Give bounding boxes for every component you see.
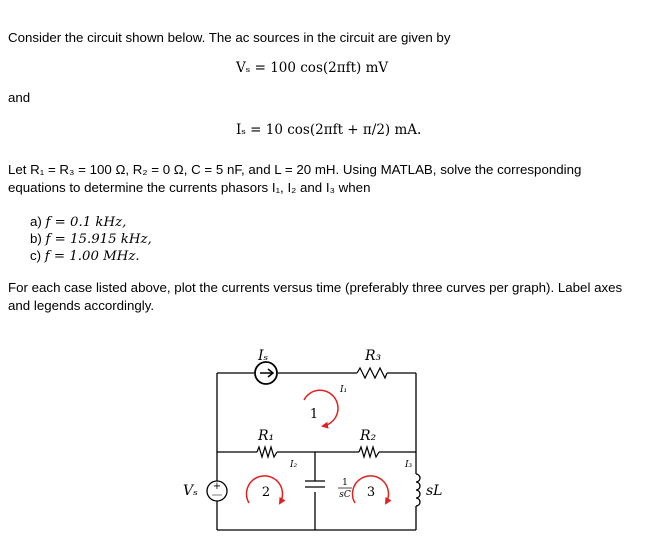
i1-label: I₁ — [340, 385, 348, 395]
resistor-r2 — [359, 447, 379, 457]
case-a: a) f = 0.1 kHz, — [30, 214, 127, 230]
case-b: b) f = 15.915 kHz, — [30, 231, 152, 247]
instruction-line-2: and legends accordingly. — [8, 298, 155, 313]
resistor-r1 — [257, 447, 277, 457]
inductor-impedance-label: sL — [426, 483, 443, 499]
r2-label: R₂ — [360, 428, 377, 444]
current-source-is — [255, 362, 277, 384]
is-label: Iₛ — [258, 348, 269, 364]
equation-is: Iₛ = 10 cos(2πft + π/2) mA. — [236, 122, 422, 138]
capacitor — [305, 481, 325, 487]
svg-text:+: + — [212, 481, 222, 492]
capacitor-impedance-label — [338, 478, 352, 500]
resistor-r3 — [357, 368, 387, 378]
voltage-source-vs — [207, 481, 227, 501]
mesh-2-number: 2 — [261, 485, 271, 500]
svg-text:1: 1 — [342, 478, 348, 488]
mesh-3-number: 3 — [366, 485, 376, 500]
r3-label: R₃ — [365, 348, 382, 364]
intro-text: Consider the circuit shown below. The ac sources in the circuit are given by — [8, 30, 451, 45]
vs-label: Vₛ — [183, 483, 198, 499]
case-c: c) f = 1.00 MHz. — [30, 248, 140, 264]
and-text: and — [8, 90, 31, 105]
mesh-1-number: 1 — [309, 407, 319, 422]
r1-label: R₁ — [258, 428, 275, 444]
i2-label: I₂ — [290, 460, 298, 470]
params-line-2: equations to determine the currents phasors I₁, I₂ and I₃ when — [8, 180, 371, 195]
inductor — [416, 474, 420, 506]
svg-text:sC: sC — [339, 490, 351, 500]
equation-vs: Vₛ = 100 cos(2πft) mV — [236, 60, 389, 76]
params-line-1: Let R₁ = R₃ = 100 Ω, R₂ = 0 Ω, C = 5 nF, and L = 20 mH. Using MATLAB, solve the corresponding — [8, 162, 582, 177]
instruction-line-1: For each case listed above, plot the currents versus time (preferably three curves per graph). Label axes — [8, 280, 623, 295]
i3-label: I₃ — [405, 460, 413, 470]
